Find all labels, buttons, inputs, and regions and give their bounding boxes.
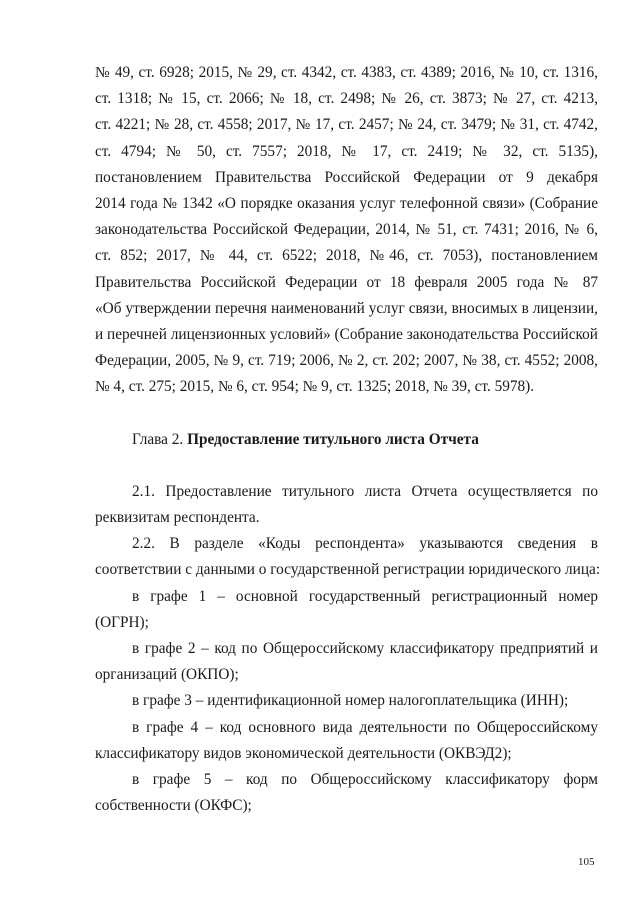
page-number: 105: [578, 856, 595, 868]
text-line: (ОГРН);: [95, 613, 149, 631]
text-line: № 49, ст. 6928; 2015, № 29, ст. 4342, ст. 4383, ст. 4389; 2016, № 10, ст. 1316,: [95, 64, 598, 81]
text-line: 2014 года № 1342 «О порядке оказания услуг телефонной связи» (Собрание: [95, 195, 598, 213]
text-line: «Об утверждении перечня наименований услуг связи, вносимых в лицензии,: [95, 299, 598, 317]
text-line: в графе 3 – идентификационной номер налогоплательщика (ИНН);: [132, 692, 569, 710]
text-line: в графе 4 – код основного вида деятельности по Общероссийскому: [132, 718, 598, 736]
column-1-item: [95, 584, 598, 636]
column-2-item: [95, 636, 598, 688]
chapter-heading: [95, 427, 598, 453]
text-line: соответствии с данными о государственной регистрации юридического лица:: [95, 561, 601, 579]
legal-references-paragraph: [95, 60, 598, 401]
column-4-item: [95, 715, 598, 767]
text-line: реквизитам респондента.: [95, 509, 260, 527]
text-line: организаций (ОКПО);: [95, 666, 239, 684]
text-line: Правительства Российской Федерации от 18 февраля 2005 года № 87: [95, 273, 598, 291]
text-line: ст. 852; 2017, № 44, ст. 6522; 2018, №46, ст. 7053), постановлением: [95, 247, 598, 265]
text-line: 2.2. В разделе «Коды респондента» указываются сведения в: [132, 535, 598, 553]
text-line: в графе 2 – код по Общероссийскому классификатору предприятий и: [132, 640, 598, 658]
document-page: [95, 60, 601, 819]
text-line: законодательства Российской Федерации, 2014, № 51, ст. 7431; 2016, № 6,: [95, 221, 598, 239]
text-line: постановлением Правительства Российской Федерации от 9 декабря: [95, 168, 598, 186]
text-line: ст. 1318; № 15, ст. 2066; № 18, ст. 2498; № 26, ст. 3873; № 27, ст. 4213,: [95, 90, 598, 108]
clause-2-1: [95, 479, 598, 531]
text-line: в графе 5 – код по Общероссийскому классификатору форм: [132, 771, 598, 789]
text-line: Федерации, 2005, № 9, ст. 719; 2006, № 2, ст. 202; 2007, № 38, ст. 4552; 2008,: [95, 352, 598, 370]
column-3-item: [95, 688, 598, 714]
chapter-title: Предоставление титульного листа Отчета: [187, 430, 479, 448]
text-line: в графе 1 – основной государственный регистрационный номер: [132, 587, 598, 605]
text-line: ст. 4794; № 50, ст. 7557; 2018, № 17, ст. 2419; № 32, ст. 5135),: [95, 142, 598, 160]
text-line: и перечней лицензионных условий» (Собрание законодательства Российской: [95, 326, 598, 344]
column-5-item: [95, 767, 598, 819]
text-line: классификатору видов экономической деятельности (ОКВЭД2);: [95, 744, 512, 762]
text-line: № 4, ст. 275; 2015, № 6, ст. 954; № 9, ст. 1325; 2018, № 39, ст. 5978).: [95, 378, 535, 396]
chapter-prefix: Глава 2.: [132, 430, 184, 448]
text-line: ст. 4221; № 28, ст. 4558; 2017, № 17, ст. 2457; № 24, ст. 3479; № 31, ст. 4742,: [95, 116, 598, 134]
text-line: 2.1. Предоставление титульного листа Отчета осуществляется по: [132, 482, 598, 500]
clause-2-2: [95, 531, 601, 583]
text-line: собственности (ОКФС);: [95, 797, 252, 815]
